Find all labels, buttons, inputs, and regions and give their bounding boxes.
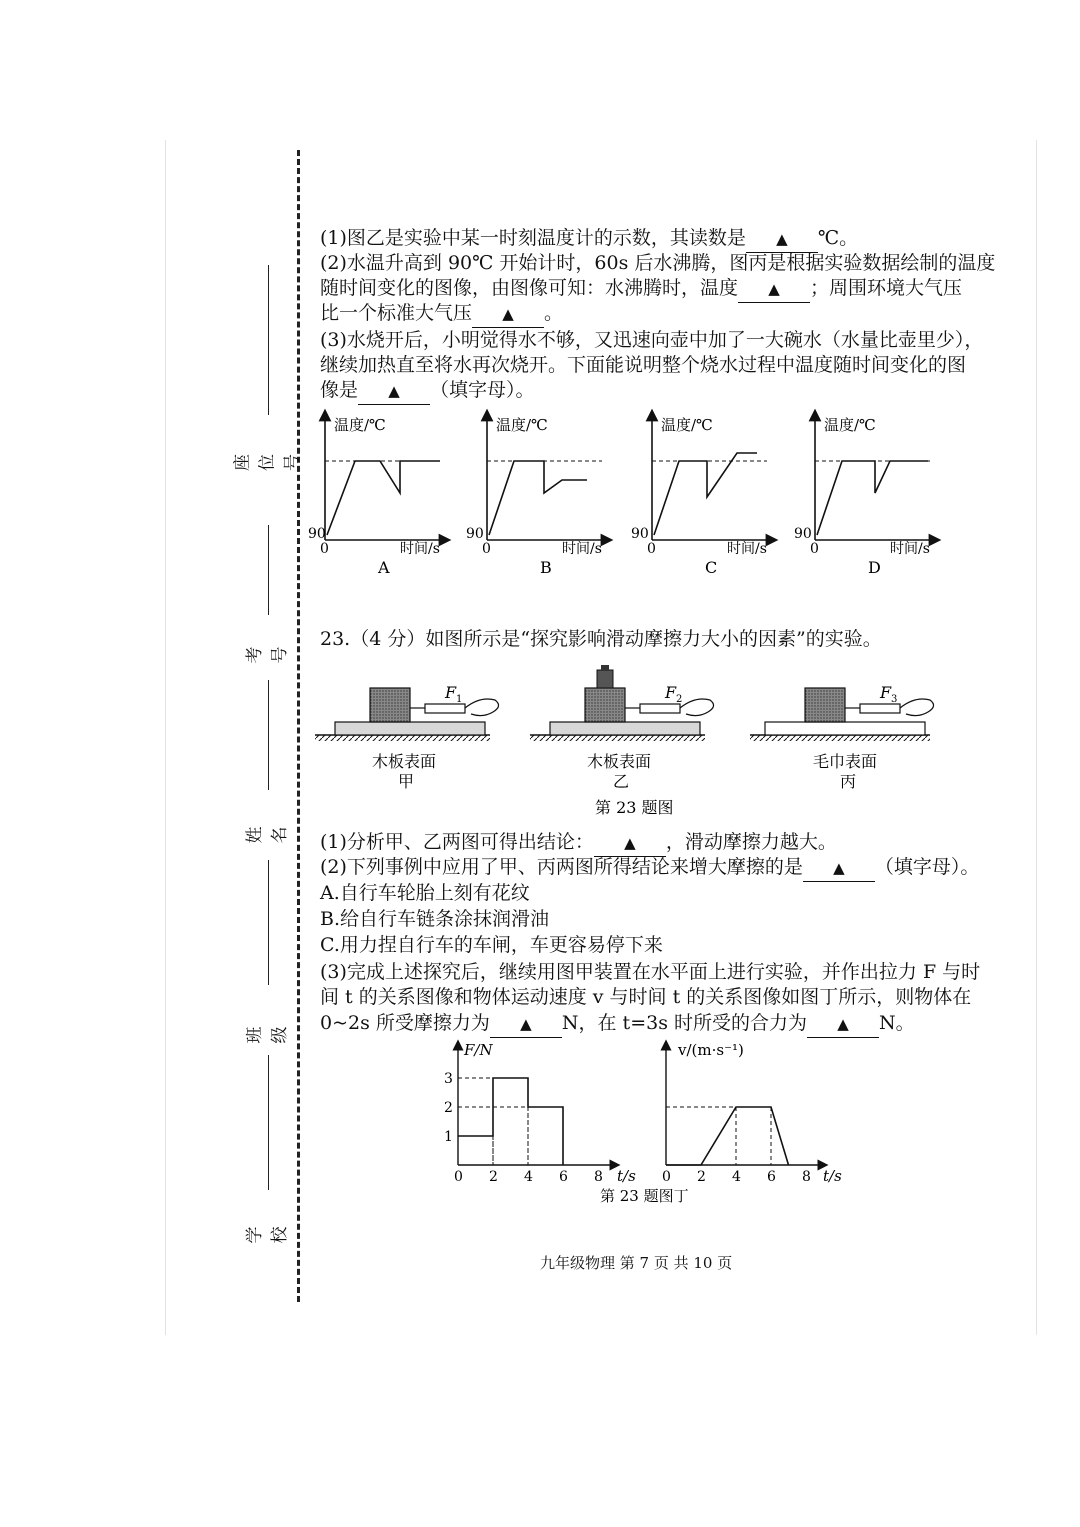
q23-title: 23.（4 分）如图所示是“探究影响滑动摩擦力大小的因素”的实验。 (320, 628, 882, 650)
y-tick-label: 1 (444, 1129, 453, 1145)
y-tick-label: 2 (444, 1100, 453, 1116)
answer-blank[interactable]: ▲ (738, 276, 810, 303)
svg-text:时间/s: 时间/s (400, 541, 440, 557)
svg-text:F: F (665, 683, 677, 702)
svg-text:温度/℃: 温度/℃ (661, 416, 713, 434)
x-tick-label: 6 (767, 1169, 776, 1185)
svg-text:D: D (868, 558, 881, 577)
setup-bing (750, 683, 934, 791)
svg-text:毛巾表面: 毛巾表面 (813, 752, 878, 771)
setup-jia (315, 683, 499, 791)
svg-text:t/s: t/s (823, 1167, 842, 1185)
series-line (666, 1107, 789, 1165)
q23-option-b: B.给自行车链条涂抹润滑油 (320, 908, 550, 930)
svg-text:乙: 乙 (613, 772, 630, 791)
graph-d (794, 415, 935, 577)
x-tick-label: 8 (594, 1169, 603, 1185)
x-tick-label: 6 (559, 1169, 568, 1185)
graph-c (631, 415, 772, 577)
svg-text:木板表面: 木板表面 (587, 752, 652, 771)
svg-text:C: C (705, 558, 718, 577)
svg-text:0: 0 (320, 541, 329, 557)
q23-part3-line1: (3)完成上述探究后，继续用图甲装置在水平面上进行实验，并作出拉力 F 与时 (320, 961, 981, 983)
svg-text:0: 0 (810, 541, 819, 557)
figure-d-charts (430, 1035, 850, 1210)
svg-text:B: B (540, 558, 552, 577)
q23-part1: (1)分析甲、乙两图可得出结论： ▲ ，滑动摩擦力越大。 (320, 830, 837, 857)
svg-text:2: 2 (676, 694, 683, 705)
x-tick-label: 4 (524, 1169, 533, 1185)
q22-part2-line1: (2)水温升高到 90℃ 开始计时，60s 后水沸腾，图丙是根据实验数据绘制的温度 (320, 252, 996, 274)
svg-text:90: 90 (794, 526, 812, 542)
seat-field: 座位号 (250, 265, 280, 515)
answer-blank[interactable]: ▲ (490, 1011, 562, 1038)
y-tick-label: 3 (444, 1071, 453, 1087)
svg-text:90: 90 (631, 526, 649, 542)
q23-part2: (2)下列事例中应用了甲、丙两图所得结论来增大摩擦的是 ▲ （填字母）。 (320, 855, 979, 882)
q22-part3-line1: (3)水烧开后，小明觉得水不够，又迅速向壶中加了一大碗水（水量比壶里少）， (320, 329, 984, 351)
svg-text:1: 1 (456, 694, 463, 705)
svg-text:温度/℃: 温度/℃ (824, 416, 876, 434)
svg-text:木板表面: 木板表面 (372, 752, 437, 771)
friction-apparatus (310, 660, 950, 820)
svg-text:0: 0 (647, 541, 656, 557)
svg-text:0: 0 (482, 541, 491, 557)
series-line (458, 1078, 563, 1165)
graph-a (308, 415, 445, 577)
answer-blank[interactable]: ▲ (803, 855, 875, 882)
svg-text:v/(m·s⁻¹): v/(m·s⁻¹) (678, 1041, 744, 1059)
answer-blank[interactable]: ▲ (746, 226, 818, 253)
svg-text:A: A (378, 558, 390, 577)
figure-caption: 第 23 题图 (595, 798, 674, 817)
x-tick-label: 8 (802, 1169, 811, 1185)
exam-no-field: 考号 (250, 525, 280, 705)
svg-text:温度/℃: 温度/℃ (334, 416, 386, 434)
graph-b (466, 415, 607, 577)
page-footer: 九年级物理 第 7 页 共 10 页 (540, 1254, 733, 1272)
svg-text:温度/℃: 温度/℃ (496, 416, 548, 434)
svg-text:F: F (445, 683, 457, 702)
q23-option-c: C.用力捏自行车的车闸，车更容易停下来 (320, 934, 663, 956)
class-field: 班级 (250, 860, 280, 1060)
svg-text:甲: 甲 (398, 772, 415, 791)
svg-text:F/N: F/N (464, 1041, 493, 1059)
q22-part2-line3: 比一个标准大气压 ▲ 。 (320, 301, 563, 328)
temperature-graphs (300, 405, 980, 580)
svg-text:3: 3 (891, 694, 898, 705)
q23-part3-line3: 0~2s 所受摩擦力为 ▲ N，在 t=3s 时所受的合力为 ▲ N。 (320, 1011, 915, 1038)
setup-yi (530, 665, 714, 791)
svg-text:时间/s: 时间/s (562, 541, 602, 557)
svg-text:90: 90 (308, 526, 326, 542)
force-time-chart (444, 1041, 636, 1185)
q23-part3-line2: 间 t 的关系图像和物体运动速度 v 与时间 t 的关系图像如图丁所示，则物体在 (320, 986, 972, 1008)
answer-blank[interactable]: ▲ (594, 830, 666, 857)
svg-text:t/s: t/s (617, 1167, 636, 1185)
x-tick-label: 4 (732, 1169, 741, 1185)
x-tick-label: 2 (697, 1169, 706, 1185)
school-field: 学校 (250, 1055, 280, 1255)
answer-blank[interactable]: ▲ (472, 301, 544, 328)
answer-blank[interactable]: ▲ (358, 378, 430, 405)
binding-line (297, 150, 300, 1302)
velocity-time-chart (662, 1041, 842, 1185)
x-tick-label: 0 (454, 1169, 463, 1185)
x-tick-label: 0 (662, 1169, 671, 1185)
svg-text:时间/s: 时间/s (727, 541, 767, 557)
q22-part3-line2: 继续加热直至将水再次烧开。下面能说明整个烧水过程中温度随时间变化的图 (320, 354, 967, 376)
svg-text:丙: 丙 (840, 772, 857, 791)
svg-text:时间/s: 时间/s (890, 541, 930, 557)
q22-part1: (1)图乙是实验中某一时刻温度计的示数，其读数是 ▲ ℃。 (320, 226, 858, 253)
figure-d-caption: 第 23 题图丁 (600, 1187, 689, 1205)
q22-part2-line2: 随时间变化的图像，由图像可知：水沸腾时，温度 ▲ ；周围环境大气压 (320, 276, 962, 303)
svg-text:90: 90 (466, 526, 484, 542)
x-tick-label: 2 (489, 1169, 498, 1185)
svg-text:F: F (880, 683, 892, 702)
q23-option-a: A.自行车轮胎上刻有花纹 (320, 882, 530, 904)
q22-part3-line3: 像是 ▲ （填字母）。 (320, 378, 535, 405)
name-field: 姓名 (250, 680, 280, 860)
answer-blank[interactable]: ▲ (807, 1011, 879, 1038)
